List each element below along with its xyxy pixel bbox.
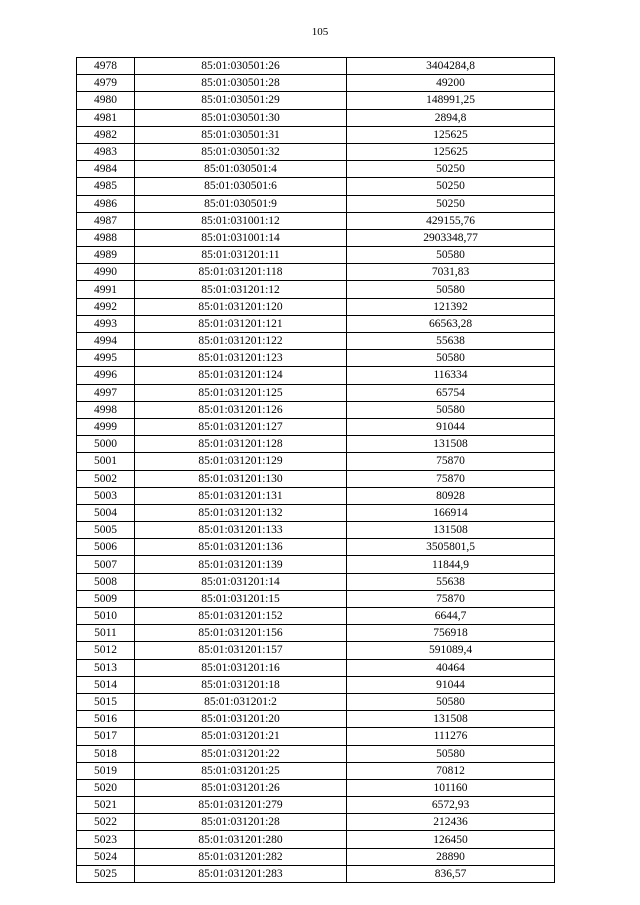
table-row: [77, 315, 555, 332]
row-number-cell: 4998: [77, 401, 135, 418]
row-number-cell: 4988: [77, 229, 135, 246]
cadastral-number-cell: 85:01:030501:6: [135, 178, 347, 195]
row-number-cell: 5014: [77, 676, 135, 693]
row-number-cell: 5006: [77, 539, 135, 556]
cadastral-value-cell: 55638: [347, 333, 555, 350]
cadastral-value-cell: 55638: [347, 573, 555, 590]
row-number-cell: 5001: [77, 453, 135, 470]
cadastral-value-cell: 131508: [347, 436, 555, 453]
row-number-cell: 5022: [77, 814, 135, 831]
cadastral-number-cell: 85:01:031201:120: [135, 298, 347, 315]
row-number-cell: 4991: [77, 281, 135, 298]
row-number-cell: 4979: [77, 75, 135, 92]
cadastral-value-table: [76, 57, 555, 883]
cadastral-number-cell: 85:01:030501:32: [135, 143, 347, 160]
cadastral-number-cell: 85:01:031201:16: [135, 659, 347, 676]
table-row: [77, 522, 555, 539]
row-number-cell: 5005: [77, 522, 135, 539]
cadastral-value-cell: 80928: [347, 487, 555, 504]
row-number-cell: 4992: [77, 298, 135, 315]
row-number-cell: 4981: [77, 109, 135, 126]
cadastral-value-cell: 429155,76: [347, 212, 555, 229]
cadastral-value-cell: 2894,8: [347, 109, 555, 126]
cadastral-number-cell: 85:01:031201:139: [135, 556, 347, 573]
table-row: [77, 350, 555, 367]
table-row: [77, 92, 555, 109]
table-row: [77, 453, 555, 470]
row-number-cell: 4996: [77, 367, 135, 384]
row-number-cell: 5010: [77, 608, 135, 625]
row-number-cell: 5003: [77, 487, 135, 504]
cadastral-value-cell: 6644,7: [347, 608, 555, 625]
table-row: [77, 745, 555, 762]
cadastral-number-cell: 85:01:031201:123: [135, 350, 347, 367]
table-row: [77, 178, 555, 195]
cadastral-number-cell: 85:01:031201:118: [135, 264, 347, 281]
cadastral-number-cell: 85:01:031201:279: [135, 797, 347, 814]
row-number-cell: 4989: [77, 247, 135, 264]
table-row: [77, 556, 555, 573]
cadastral-number-cell: 85:01:031201:282: [135, 848, 347, 865]
row-number-cell: 5008: [77, 573, 135, 590]
cadastral-number-cell: 85:01:031201:14: [135, 573, 347, 590]
cadastral-value-cell: 91044: [347, 418, 555, 435]
cadastral-value-cell: 7031,83: [347, 264, 555, 281]
row-number-cell: 4984: [77, 161, 135, 178]
table-row: [77, 436, 555, 453]
row-number-cell: 5024: [77, 848, 135, 865]
cadastral-value-cell: 166914: [347, 504, 555, 521]
cadastral-value-cell: 50580: [347, 401, 555, 418]
table-row: [77, 229, 555, 246]
table-row: [77, 865, 555, 882]
row-number-cell: 4985: [77, 178, 135, 195]
table-row: [77, 195, 555, 212]
table-row: [77, 264, 555, 281]
table-row: [77, 814, 555, 831]
cadastral-value-cell: 116334: [347, 367, 555, 384]
table-row: [77, 642, 555, 659]
row-number-cell: 4982: [77, 126, 135, 143]
cadastral-value-cell: 591089,4: [347, 642, 555, 659]
cadastral-number-cell: 85:01:031201:25: [135, 762, 347, 779]
cadastral-number-cell: 85:01:031201:125: [135, 384, 347, 401]
cadastral-value-cell: 70812: [347, 762, 555, 779]
cadastral-value-cell: 50580: [347, 693, 555, 710]
cadastral-number-cell: 85:01:031201:157: [135, 642, 347, 659]
table-row: [77, 831, 555, 848]
cadastral-value-cell: 50250: [347, 178, 555, 195]
table-row: [77, 504, 555, 521]
table-row: [77, 659, 555, 676]
cadastral-number-cell: 85:01:031201:2: [135, 693, 347, 710]
cadastral-value-cell: 28890: [347, 848, 555, 865]
table-row: [77, 247, 555, 264]
cadastral-value-cell: 50580: [347, 350, 555, 367]
row-number-cell: 5019: [77, 762, 135, 779]
table-row: [77, 470, 555, 487]
table-row: [77, 384, 555, 401]
cadastral-number-cell: 85:01:031201:156: [135, 625, 347, 642]
row-number-cell: 5013: [77, 659, 135, 676]
cadastral-number-cell: 85:01:030501:9: [135, 195, 347, 212]
cadastral-value-cell: 3505801,5: [347, 539, 555, 556]
cadastral-value-cell: 50580: [347, 281, 555, 298]
cadastral-value-cell: 40464: [347, 659, 555, 676]
cadastral-value-cell: 111276: [347, 728, 555, 745]
table-row: [77, 418, 555, 435]
cadastral-number-cell: 85:01:031201:127: [135, 418, 347, 435]
row-number-cell: 4987: [77, 212, 135, 229]
table-row: [77, 762, 555, 779]
cadastral-value-cell: 2903348,77: [347, 229, 555, 246]
table-row: [77, 281, 555, 298]
row-number-cell: 5007: [77, 556, 135, 573]
table-row: [77, 367, 555, 384]
cadastral-value-cell: 836,57: [347, 865, 555, 882]
row-number-cell: 4994: [77, 333, 135, 350]
table-row: [77, 58, 555, 75]
table-row: [77, 143, 555, 160]
cadastral-value-cell: 49200: [347, 75, 555, 92]
cadastral-number-cell: 85:01:031201:130: [135, 470, 347, 487]
row-number-cell: 4990: [77, 264, 135, 281]
cadastral-number-cell: 85:01:031201:131: [135, 487, 347, 504]
cadastral-value-cell: 212436: [347, 814, 555, 831]
row-number-cell: 5025: [77, 865, 135, 882]
table-row: [77, 797, 555, 814]
cadastral-value-cell: 75870: [347, 453, 555, 470]
table-row: [77, 590, 555, 607]
cadastral-number-cell: 85:01:031201:136: [135, 539, 347, 556]
row-number-cell: 5015: [77, 693, 135, 710]
table-row: [77, 608, 555, 625]
cadastral-value-cell: 11844,9: [347, 556, 555, 573]
row-number-cell: 5009: [77, 590, 135, 607]
cadastral-number-cell: 85:01:031201:129: [135, 453, 347, 470]
row-number-cell: 5017: [77, 728, 135, 745]
table-row: [77, 161, 555, 178]
cadastral-number-cell: 85:01:030501:28: [135, 75, 347, 92]
table-row: [77, 625, 555, 642]
cadastral-value-cell: 75870: [347, 590, 555, 607]
cadastral-number-cell: 85:01:030501:26: [135, 58, 347, 75]
row-number-cell: 4978: [77, 58, 135, 75]
cadastral-value-cell: 131508: [347, 522, 555, 539]
row-number-cell: 5018: [77, 745, 135, 762]
cadastral-value-cell: 50580: [347, 745, 555, 762]
cadastral-value-cell: 131508: [347, 711, 555, 728]
cadastral-number-cell: 85:01:031201:124: [135, 367, 347, 384]
cadastral-number-cell: 85:01:031201:133: [135, 522, 347, 539]
table-row: [77, 487, 555, 504]
cadastral-number-cell: 85:01:031201:26: [135, 779, 347, 796]
cadastral-number-cell: 85:01:031201:12: [135, 281, 347, 298]
row-number-cell: 4995: [77, 350, 135, 367]
cadastral-number-cell: 85:01:031201:122: [135, 333, 347, 350]
cadastral-number-cell: 85:01:030501:29: [135, 92, 347, 109]
cadastral-number-cell: 85:01:031201:22: [135, 745, 347, 762]
table-row: [77, 848, 555, 865]
table-row: [77, 109, 555, 126]
row-number-cell: 4980: [77, 92, 135, 109]
row-number-cell: 4986: [77, 195, 135, 212]
cadastral-value-cell: 756918: [347, 625, 555, 642]
cadastral-number-cell: 85:01:030501:4: [135, 161, 347, 178]
cadastral-value-cell: 125625: [347, 143, 555, 160]
row-number-cell: 4999: [77, 418, 135, 435]
table-row: [77, 728, 555, 745]
cadastral-number-cell: 85:01:031201:283: [135, 865, 347, 882]
cadastral-value-cell: 50250: [347, 161, 555, 178]
cadastral-number-cell: 85:01:031201:132: [135, 504, 347, 521]
table-row: [77, 676, 555, 693]
table-row: [77, 693, 555, 710]
cadastral-number-cell: 85:01:031201:280: [135, 831, 347, 848]
cadastral-value-cell: 121392: [347, 298, 555, 315]
row-number-cell: 5000: [77, 436, 135, 453]
table-row: [77, 212, 555, 229]
cadastral-value-cell: 50250: [347, 195, 555, 212]
row-number-cell: 4993: [77, 315, 135, 332]
row-number-cell: 5020: [77, 779, 135, 796]
cadastral-value-cell: 3404284,8: [347, 58, 555, 75]
cadastral-value-cell: 65754: [347, 384, 555, 401]
row-number-cell: 5016: [77, 711, 135, 728]
cadastral-value-cell: 101160: [347, 779, 555, 796]
page-number: 105: [311, 26, 329, 38]
cadastral-number-cell: 85:01:031201:11: [135, 247, 347, 264]
cadastral-number-cell: 85:01:031001:12: [135, 212, 347, 229]
cadastral-value-cell: 75870: [347, 470, 555, 487]
table-row: [77, 711, 555, 728]
row-number-cell: 5012: [77, 642, 135, 659]
cadastral-value-cell: 50580: [347, 247, 555, 264]
table-row: [77, 75, 555, 92]
cadastral-number-cell: 85:01:031201:128: [135, 436, 347, 453]
row-number-cell: 5002: [77, 470, 135, 487]
cadastral-number-cell: 85:01:030501:31: [135, 126, 347, 143]
table-row: [77, 401, 555, 418]
row-number-cell: 5011: [77, 625, 135, 642]
cadastral-value-cell: 6572,93: [347, 797, 555, 814]
row-number-cell: 5023: [77, 831, 135, 848]
table-body: [77, 58, 555, 883]
cadastral-value-cell: 148991,25: [347, 92, 555, 109]
table-row: [77, 539, 555, 556]
row-number-cell: 5021: [77, 797, 135, 814]
cadastral-number-cell: 85:01:030501:30: [135, 109, 347, 126]
table-row: [77, 333, 555, 350]
cadastral-number-cell: 85:01:031201:121: [135, 315, 347, 332]
cadastral-number-cell: 85:01:031201:15: [135, 590, 347, 607]
cadastral-value-cell: 125625: [347, 126, 555, 143]
cadastral-number-cell: 85:01:031201:126: [135, 401, 347, 418]
cadastral-number-cell: 85:01:031201:152: [135, 608, 347, 625]
cadastral-number-cell: 85:01:031201:28: [135, 814, 347, 831]
table-row: [77, 126, 555, 143]
cadastral-number-cell: 85:01:031001:14: [135, 229, 347, 246]
cadastral-number-cell: 85:01:031201:18: [135, 676, 347, 693]
cadastral-value-cell: 91044: [347, 676, 555, 693]
table-row: [77, 298, 555, 315]
row-number-cell: 4997: [77, 384, 135, 401]
row-number-cell: 5004: [77, 504, 135, 521]
table-row: [77, 573, 555, 590]
cadastral-value-cell: 66563,28: [347, 315, 555, 332]
cadastral-value-cell: 126450: [347, 831, 555, 848]
row-number-cell: 4983: [77, 143, 135, 160]
table-row: [77, 779, 555, 796]
cadastral-number-cell: 85:01:031201:20: [135, 711, 347, 728]
cadastral-number-cell: 85:01:031201:21: [135, 728, 347, 745]
